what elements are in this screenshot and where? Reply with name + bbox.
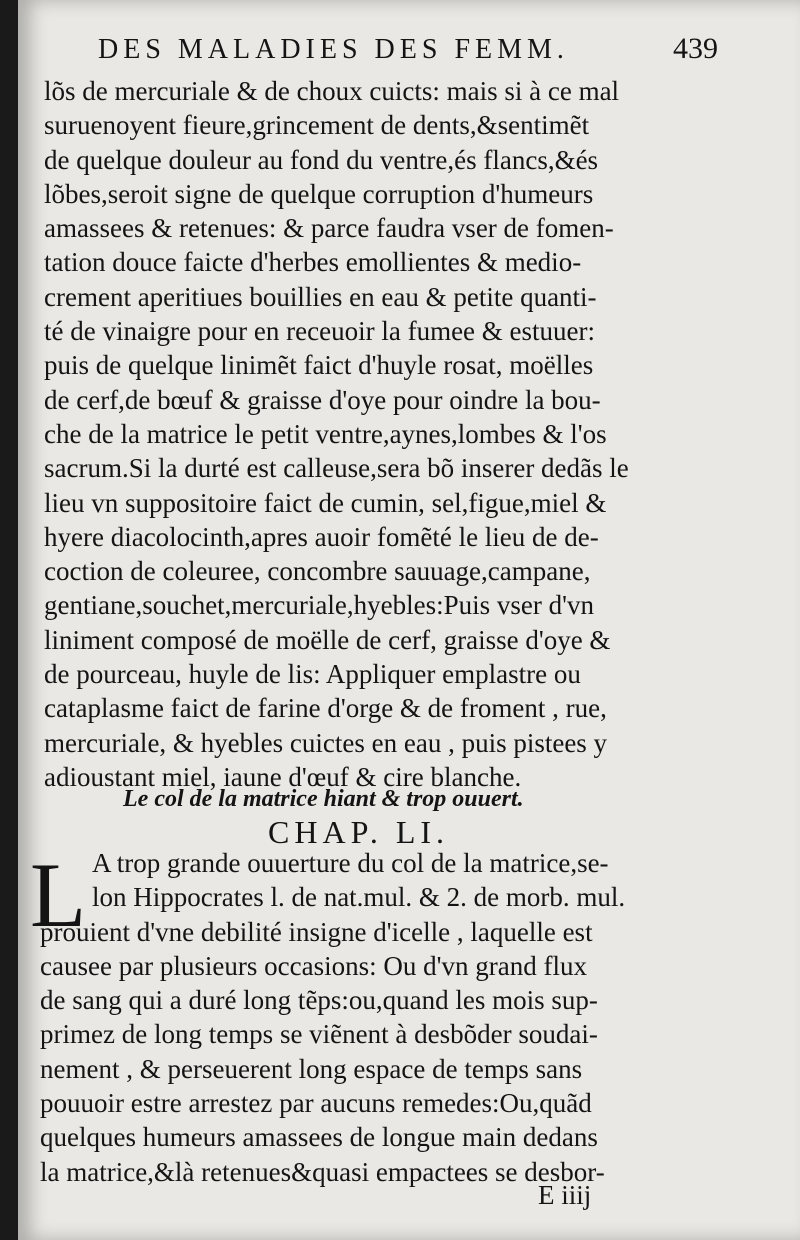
- body-text: [44, 74, 720, 794]
- drop-cap: L: [30, 844, 87, 946]
- text-line: tation douce faicte d'herbes emollientes & medio-: [44, 247, 582, 278]
- text-line: lon Hippocrates l. de nat.mul. & 2. de morb. mul.: [92, 882, 626, 913]
- text-line: de quelque douleur au fond du ventre,és flancs,&és: [44, 144, 599, 175]
- text-line: la matrice,&là retenues&quasi empactees se desbor-: [40, 1156, 605, 1187]
- text-line: de pourceau, huyle de lis: Appliquer emplastre ou: [44, 659, 581, 690]
- chapter-body-text: [40, 846, 720, 1189]
- text-line: té de vinaigre pour en receuoir la fumee & estuuer:: [44, 316, 596, 347]
- signature-mark: E iiij: [538, 1180, 592, 1210]
- text-line: nement , & perseuerent long espace de temps sans: [40, 1053, 583, 1084]
- text-line: gentiane,souchet,mercuriale,hyebles:Puis vser d'vn: [44, 590, 594, 621]
- text-line: mercuriale, & hyebles cuictes en eau , puis pistees y: [44, 727, 608, 758]
- text-line: liniment composé de moëlle de cerf, graisse d'oye &: [44, 624, 611, 655]
- text-line: hyere diacolocinth,apres auoir fomẽté le lieu de de-: [44, 521, 599, 552]
- text-line: pouuoir estre arrestez par aucuns remedes:Ou,quãd: [40, 1088, 592, 1119]
- section-caption: Le col de la matrice hiant & trop ouuert.: [123, 786, 524, 812]
- text-line: coction de coleuree, concombre sauuage,campane,: [44, 556, 591, 587]
- page-header: [98, 34, 718, 74]
- text-line: causee par plusieurs occasions: Ou d'vn grand flux: [40, 950, 587, 981]
- text-line: lõs de mercuriale & de choux cuicts: mais si à ce mal: [44, 76, 620, 106]
- text-line: lieu vn suppositoire faict de cumin, sel,figue,miel &: [44, 487, 607, 518]
- text-line: che de la matrice le petit ventre,aynes,lombes & l'os: [44, 418, 607, 449]
- text-line: amassees & retenues: & parce faudra vser de fomen-: [44, 213, 614, 244]
- text-line: prouient d'vne debilité insigne d'icelle , laquelle est: [40, 916, 593, 947]
- text-line: cataplasme faict de farine d'orge & de froment , rue,: [44, 693, 607, 724]
- text-line: de cerf,de bœuf & graisse d'oye pour oindre la bou-: [44, 384, 601, 415]
- text-line: crement aperitiues bouillies en eau & petite quanti-: [44, 281, 597, 312]
- text-line: sacrum.Si la durté est calleuse,sera bõ inserer dedãs le: [44, 453, 629, 484]
- text-line: lõbes,seroit signe de quelque corruption d'humeurs: [44, 178, 594, 209]
- text-line: adioustant miel, iaune d'œuf & cire blanche.: [44, 761, 522, 792]
- text-line: primez de long temps se viẽnent à desbõder soudai-: [40, 1019, 598, 1050]
- chapter-heading: CHAP. LI.: [268, 814, 450, 850]
- text-line: puis de quelque linimẽt faict d'huyle rosat, moëlles: [44, 350, 594, 381]
- running-title: DES MALADIES DES FEMM.: [98, 34, 569, 65]
- text-line: A trop grande ouuerture du col de la matrice,se-: [92, 848, 609, 878]
- text-line: suruenoyent fieure,grincement de dents,&sentimẽt: [44, 110, 590, 141]
- text-line: de sang qui a duré long tẽps:ou,quand les mois sup-: [40, 985, 598, 1016]
- text-line: quelques humeurs amassees de longue main dedans: [40, 1122, 598, 1153]
- page-number: 439: [673, 32, 718, 65]
- book-page: [18, 0, 800, 1240]
